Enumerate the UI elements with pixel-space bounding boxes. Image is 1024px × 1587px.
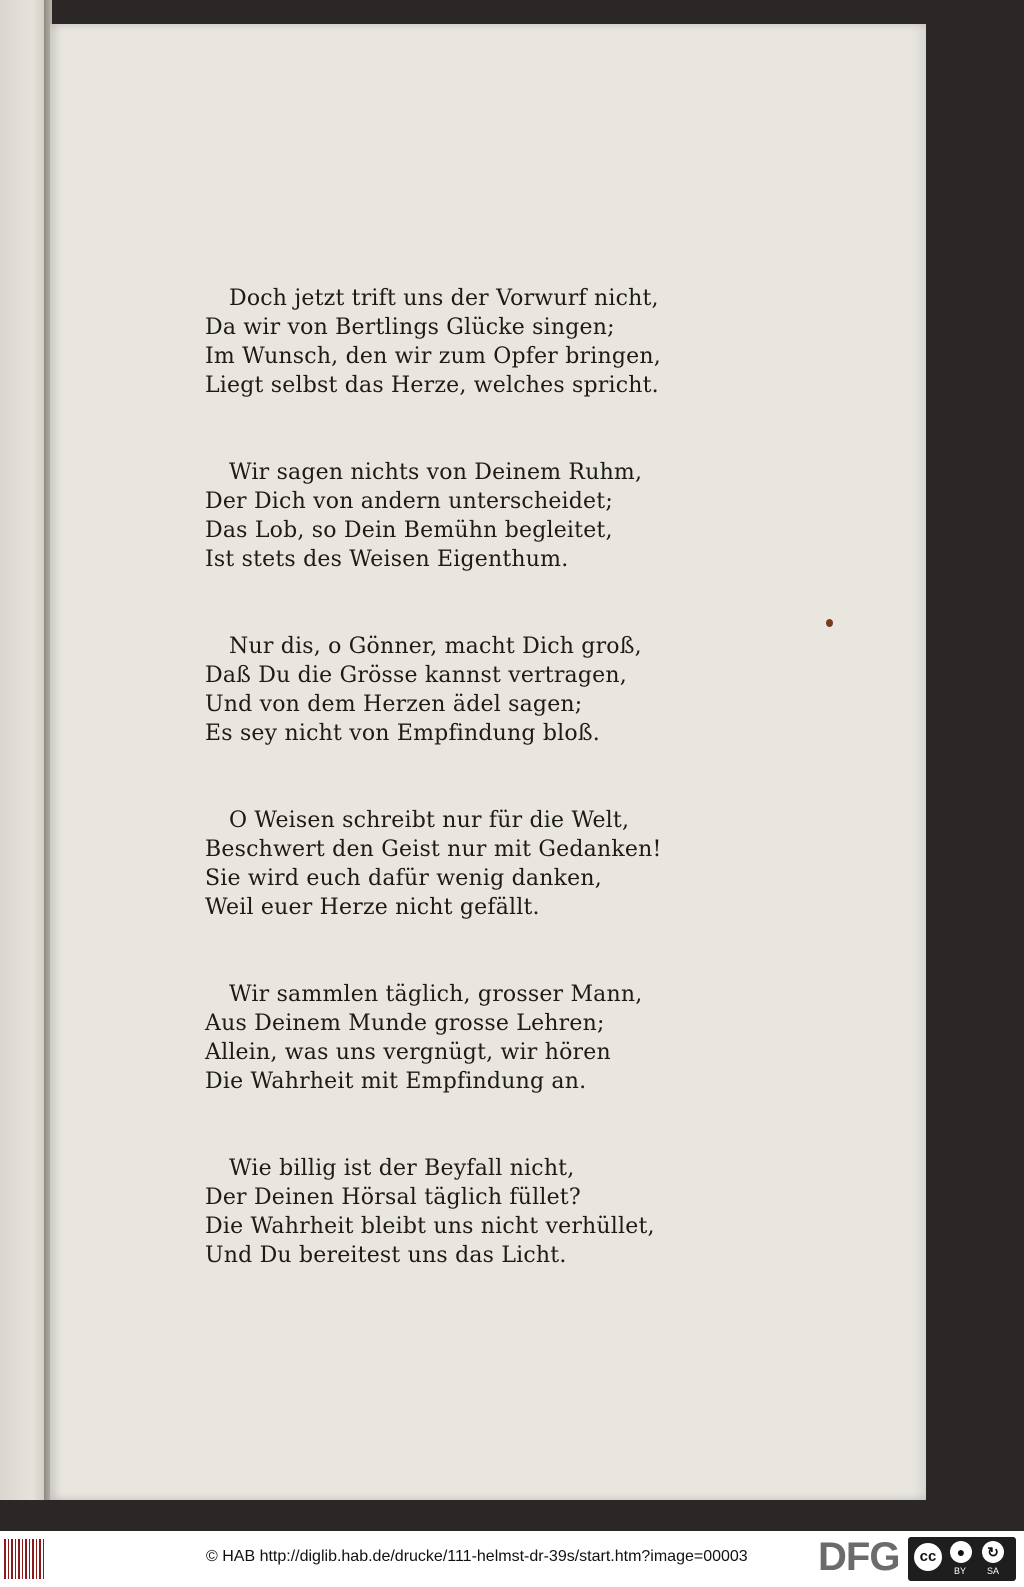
ink-spot — [826, 619, 833, 627]
source-citation-link[interactable]: © HAB http://diglib.hab.de/drucke/111-helmst-dr-39s/start.htm?image=00003 — [206, 1548, 748, 1565]
poem-line: Wir sagen nichts von Deinem Ruhm, — [229, 460, 643, 485]
poem-line: Der Deinen Hörsal täglich füllet? — [205, 1185, 581, 1210]
share-alike-icon: ↻ — [982, 1541, 1004, 1563]
poem-line: Es sey nicht von Empfindung bloß. — [205, 721, 600, 746]
poem-line: Der Dich von andern unterscheidet; — [205, 489, 613, 514]
cc-logo-icon: cc — [912, 1541, 944, 1573]
poem-line: Wie billig ist der Beyfall nicht, — [229, 1156, 575, 1181]
poem-line: Wir sammlen täglich, grosser Mann, — [229, 982, 643, 1007]
poem-line: Und von dem Herzen ädel sagen; — [205, 692, 583, 717]
poem-line: Allein, was uns vergnügt, wir hören — [205, 1040, 611, 1065]
poem-line: Ist stets des Weisen Eigenthum. — [205, 547, 569, 572]
stanza — [205, 458, 665, 574]
stanza — [205, 980, 665, 1096]
poem-line: Nur dis, o Gönner, macht Dich groß, — [229, 634, 642, 659]
dfg-logo: DFG — [818, 1535, 900, 1579]
poem-line: Beschwert den Geist nur mit Gedanken! — [205, 837, 662, 862]
poem-line: Die Wahrheit mit Empfindung an. — [205, 1069, 587, 1094]
viewer-footer — [0, 1531, 1024, 1587]
poem-line: Da wir von Bertlings Glücke singen; — [205, 315, 615, 340]
stanza — [205, 806, 665, 922]
hab-barcode-logo — [4, 1539, 46, 1579]
poem-line: Aus Deinem Munde grosse Lehren; — [205, 1011, 605, 1036]
person-icon: ● — [950, 1541, 972, 1563]
poem-line: Die Wahrheit bleibt uns nicht verhüllet, — [205, 1214, 655, 1239]
poem-line: Liegt selbst das Herze, welches spricht. — [205, 373, 659, 398]
poem-line: Das Lob, so Dein Bemühn begleitet, — [205, 518, 613, 543]
stanza — [205, 632, 665, 748]
poem-line: Im Wunsch, den wir zum Opfer bringen, — [205, 344, 661, 369]
stanza — [205, 284, 665, 400]
poem-line: Sie wird euch dafür wenig danken, — [205, 866, 602, 891]
poem-line: Und Du bereitest uns das Licht. — [205, 1243, 567, 1268]
poem — [205, 284, 665, 1328]
scanned-page — [50, 24, 926, 1500]
stanza — [205, 1154, 665, 1270]
poem-line: O Weisen schreibt nur für die Welt, — [229, 808, 630, 833]
previous-page-edge — [0, 0, 47, 1500]
by-label: BY — [954, 1566, 967, 1576]
poem-line: Weil euer Herze nicht gefällt. — [205, 895, 540, 920]
cc-license-badge[interactable] — [908, 1537, 1016, 1581]
poem-line: Doch jetzt trift uns der Vorwurf nicht, — [229, 286, 659, 311]
poem-line: Daß Du die Grösse kannst vertragen, — [205, 663, 627, 688]
sa-label: SA — [987, 1566, 1000, 1576]
